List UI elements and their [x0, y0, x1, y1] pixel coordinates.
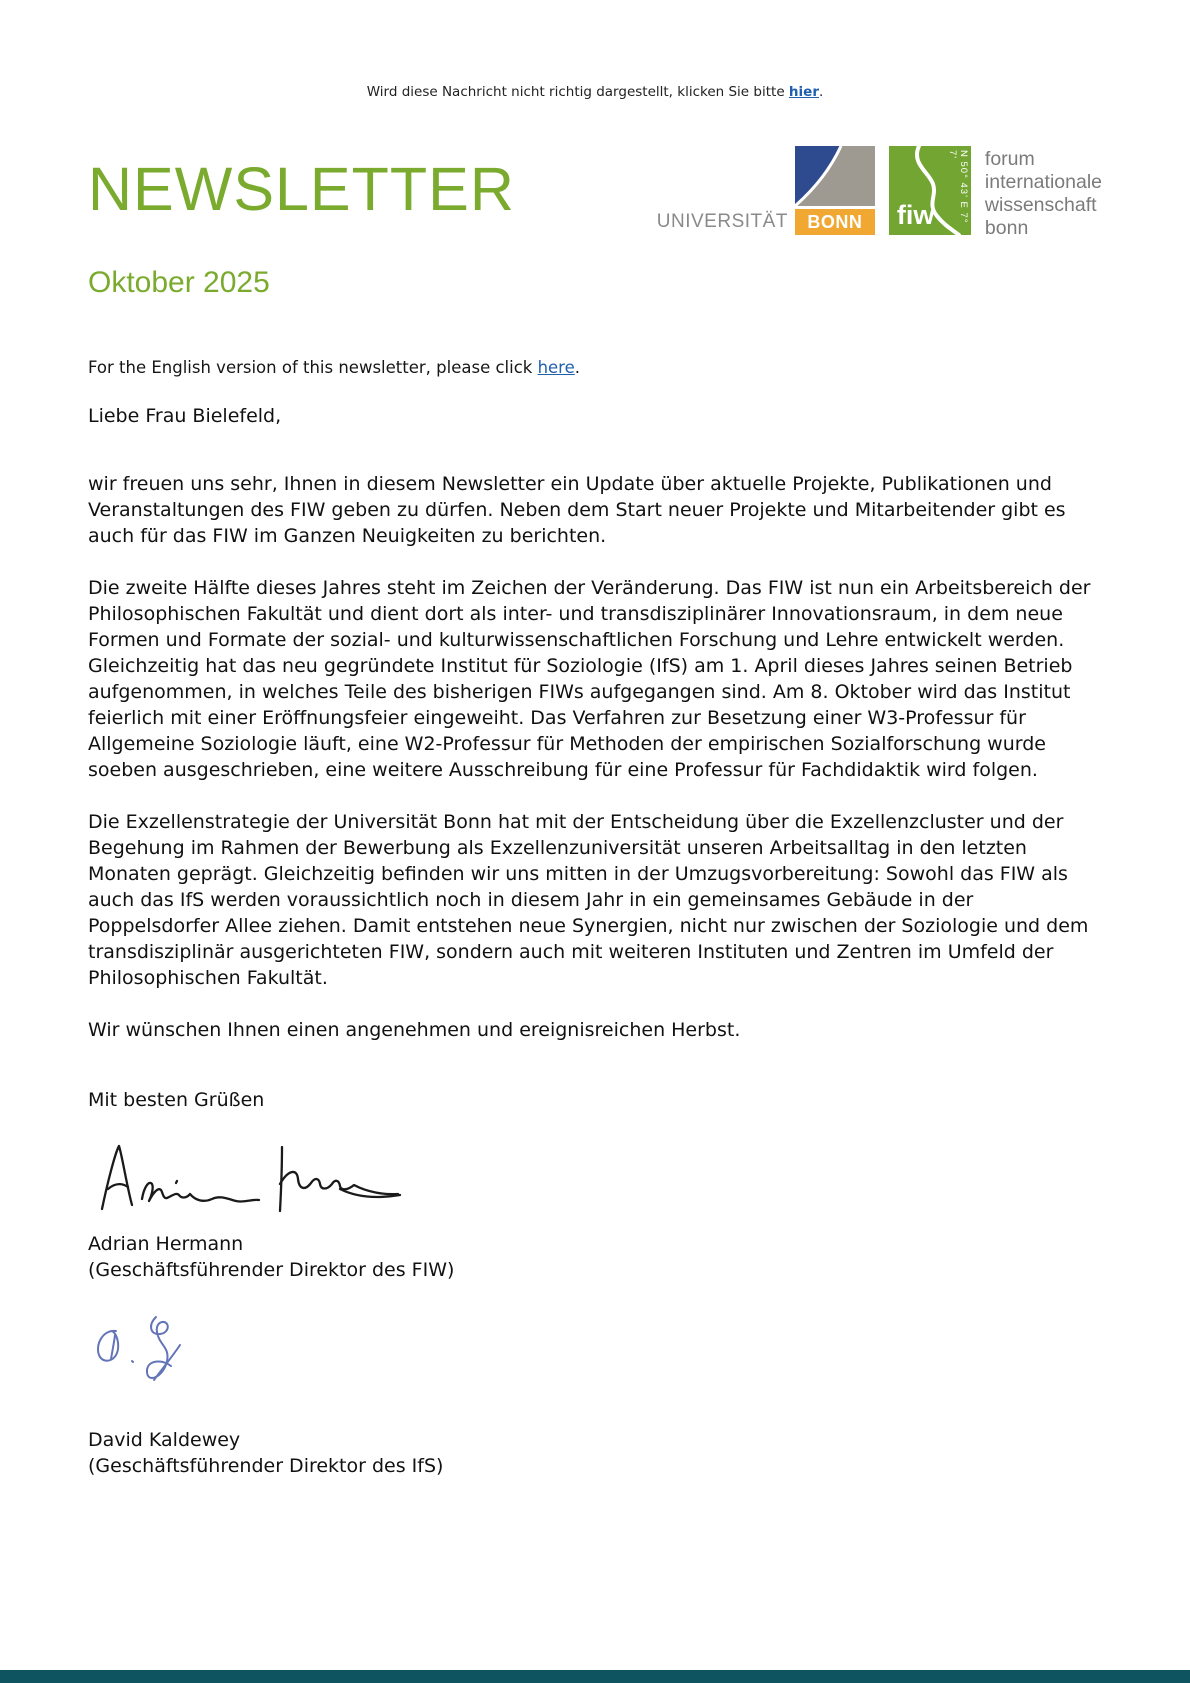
preheader-suffix: . — [818, 84, 824, 100]
signature-david-kaldewey — [90, 1313, 220, 1413]
bonn-wordmark: BONN — [795, 209, 875, 235]
fiw-coordinates: N 50° 43' E 7° 7' — [946, 150, 969, 224]
issue-date: Oktober 2025 — [88, 266, 270, 299]
newsletter-title: NEWSLETTER — [88, 155, 515, 223]
salutation: Liebe Frau Bielefeld, — [88, 405, 282, 427]
fiw-abbr: fiw — [896, 200, 935, 230]
uni-bonn-wordmark-row — [657, 209, 875, 235]
fiw-caption-line: bonn — [984, 217, 1029, 239]
fiw-caption-line: wissenschaft — [984, 194, 1097, 216]
paragraph-1: wir freuen uns sehr, Ihnen in diesem Newsletter ein Update über aktuelle Projekte, Publikationen und Veranstaltungen des FIW geben zu dürfen. Neben dem Start neuer Projekte und Mitarbeitender gibt es auch für das FIW im Ganzen Neuigkeiten zu berichten. — [88, 473, 1066, 547]
uni-bonn-logo-mark — [795, 146, 875, 206]
preheader — [0, 0, 1190, 100]
paragraph-2: Die zweite Hälfte dieses Jahres steht im Zeichen der Veränderung. Das FIW ist nun ein Arbeitsbereich der Philosophischen Fakultät und dient dort als inter- und transdisziplinärer Innovationsraum, in dem neue Formen und Formate der sozial- und kulturwissenschaftlichen Forschung und Lehre entwickelt werden. Gleichzeitig hat das neu gegründete Institut für Soziologie (IfS) am 1. April dieses Jahres seinen Betrieb aufgenommen, in welches Teile des bisherigen FIWs aufgegangen sind. Am 8. Oktober wird das Institut feierlich mit einer Eröffnungsfeier eingeweiht. Das Verfahren zur Besetzung einer W3-Professur für Allgemeine Soziologie läuft, eine W2-Professur für Methoden der empirischen Sozialforschung wurde soeben ausgeschrieben, eine weitere Ausschreibung für eine Professur für Fachdidaktik wird folgen. — [88, 577, 1091, 781]
signer-title: (Geschäftsführender Direktor des FIW) — [88, 1259, 455, 1281]
closing-salutation: Mit besten Grüßen — [88, 1089, 265, 1111]
fiw-caption-line: internationale — [984, 171, 1102, 193]
english-version-link[interactable]: here — [537, 358, 575, 377]
english-version-suffix: . — [574, 358, 581, 377]
english-version-text: For the English version of this newsletter, please click — [88, 358, 538, 377]
logo-group — [657, 146, 1102, 240]
english-version-line — [88, 358, 1108, 377]
signer-name: Adrian Hermann — [88, 1233, 244, 1255]
signature-adrian-hermann — [92, 1137, 402, 1217]
letter-body — [0, 358, 1190, 1479]
paragraph-3: Die Exzellenstrategie der Universität Bonn hat mit der Entscheidung über die Exzellenzcluster und der Begehung im Rahmen der Bewerbung als Exzellenzuniversität unseren Arbeitsalltag in den letzten Monaten geprägt. Gleichzeitig befinden wir uns mitten in der Umzugsvorbereitung: Sowohl das FIW als auch das IfS werden voraussichtlich noch in diesem Jahr in ein gemeinsames Gebäude in der Poppelsdorfer Allee ziehen. Damit entstehen neue Synergien, nicht nur zwischen der Soziologie und dem transdisziplinär ausgerichteten FIW, sondern auch mit weiteren Instituten und Zentren im Umfeld der Philosophischen Fakultät. — [88, 811, 1089, 989]
preheader-view-in-browser-link[interactable]: hier — [788, 84, 819, 100]
signer-name: David Kaldewey — [88, 1429, 241, 1451]
signer-block-ifs — [88, 1427, 1108, 1479]
preheader-text: Wird diese Nachricht nicht richtig dargestellt, klicken Sie bitte — [366, 84, 789, 100]
paragraph-4: Wir wünschen Ihnen einen angenehmen und ereignisreichen Herbst. — [88, 1019, 741, 1041]
signer-title: (Geschäftsführender Direktor des IfS) — [88, 1455, 444, 1477]
header — [0, 144, 1190, 240]
signer-block-fiw — [88, 1231, 1108, 1283]
fiw-caption-line: forum — [984, 148, 1035, 170]
fiw-logo — [889, 146, 971, 235]
fiw-caption — [985, 148, 1102, 240]
uni-bonn-logo — [657, 146, 875, 235]
footer-bar — [0, 1670, 1190, 1683]
universitaet-wordmark: UNIVERSITÄT — [656, 211, 788, 232]
